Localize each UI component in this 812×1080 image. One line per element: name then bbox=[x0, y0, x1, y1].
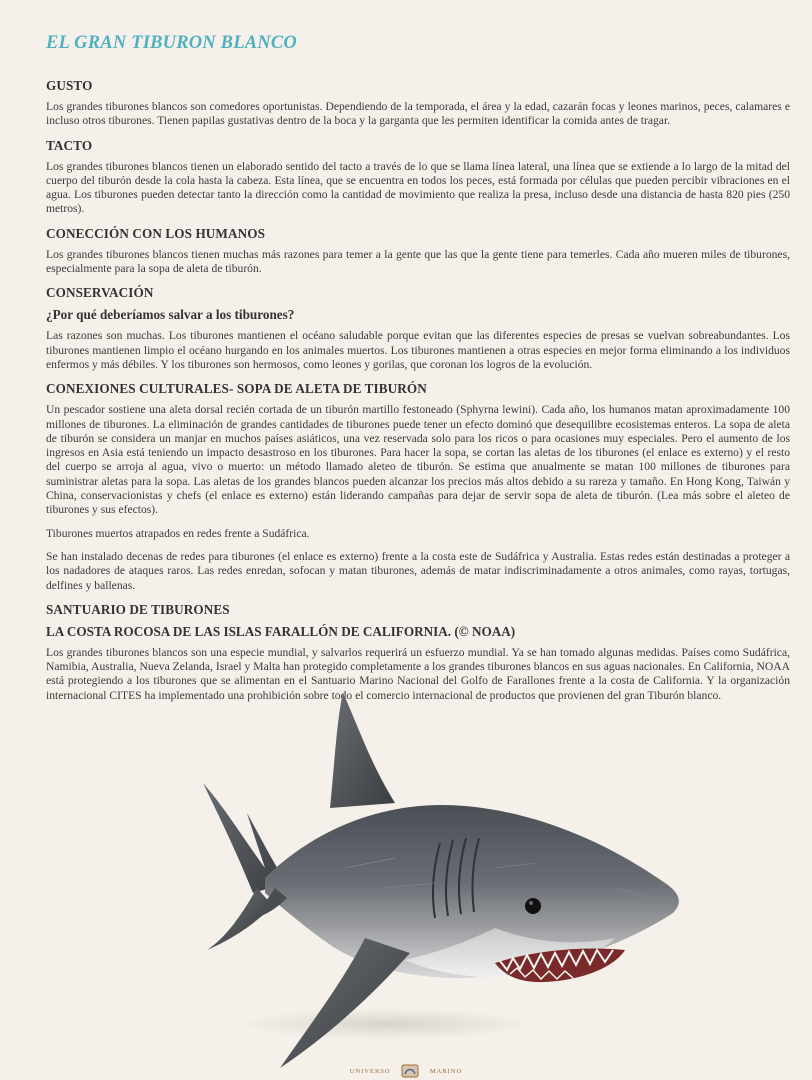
paragraph: Las razones son muchas. Los tiburones mantienen el océano saludable porque evitan que las diferentes especies de presas se vuelvan sobreabundantes. Los tiburones mantienen limpio el océano hurgando en los animales muertos. Los tiburones mantienen a otras especies en mejor forma eliminando a los individuos enfermos y más débiles. Y los tiburones son hermosos, como leones y gorilas, que coronan los logros de la evolución. bbox=[46, 329, 790, 371]
paragraph: Los grandes tiburones blancos tienen un elaborado sentido del tacto a través de lo que se llama línea lateral, una línea que se extiende a lo largo de la mitad del cuerpo del tiburón desde la cola hasta la cabeza. Esta línea, que se encuentra en todos los peces, está formada por células que pueden percibir vibraciones en el agua. Los tiburones pueden detectar tanto la dirección como la cantidad de movimiento que realiza la presa, incluso desde una distancia de hasta 820 pies (250 metros). bbox=[46, 159, 790, 216]
section-heading-santuario: SANTUARIO DE TIBURONES bbox=[46, 601, 230, 617]
footer-right-text: MARINO bbox=[429, 1067, 463, 1075]
page-title: EL GRAN TIBURON BLANCO bbox=[46, 33, 297, 53]
shark-illustration bbox=[195, 688, 695, 1073]
section-heading-humanos: CONECCIÓN CON LOS HUMANOS bbox=[46, 225, 266, 241]
pectoral-fin bbox=[280, 938, 410, 1068]
paragraph: Se han instalado decenas de redes para tiburones (el enlace es externo) frente a la costa este de Sudáfrica y Australia. Estas redes están destinadas a proteger a los nadadores de ataques raros. Las redes enredan, sofocan y matan tiburones, además de matar indiscriminadamente a otros animales, como rayas, tortugas, delfines y ballenas. bbox=[46, 549, 790, 592]
universo-marino-logo-icon bbox=[401, 1064, 419, 1078]
section-heading-conexiones: CONEXIONES CULTURALES- SOPA DE ALETA DE TIBURÓN bbox=[46, 381, 427, 397]
paragraph: Tiburones muertos atrapados en redes frente a Sudáfrica. bbox=[46, 526, 310, 540]
paragraph: Los grandes tiburones blancos son una especie mundial, y salvarlos requerirá un esfuerzo mundial. Ya se han tomado algunas medidas. Países como Sudáfrica, Namibia, Australia, Nueva Zelanda, Israel y Malta han protegido completamente a los grandes tiburones blancos en sus aguas nacionales. En California, NOAA está protegiendo a los tiburones que se alimentan en el Santuario Marino Nacional del Golfo de Farallones frente a la costa de California. Y la organización internacional CITES ha implementado una prohibición sobre todo el comercio internacional de productos que provienen del gran Tiburón blanco. bbox=[46, 645, 790, 702]
shark-eye bbox=[525, 898, 541, 914]
paragraph: Los grandes tiburones blancos tienen muchas más razones para temer a la gente que las que la gente tiene para temerles. Cada año mueren miles de tiburones, especialmente para la sopa de aleta de tiburón. bbox=[46, 247, 790, 276]
section-heading-conservacion: CONSERVACIÓN bbox=[46, 285, 154, 301]
paragraph: Un pescador sostiene una aleta dorsal recién cortada de un tiburón martillo festoneado (Sphyrna lewini). Cada año, los humanos matan aproximadamente 100 millones de tiburones. La eliminación de grandes cantidades de tiburones puede tener un efecto dominó que desequilibre ecosistemas enteros. La sopa de aleta de tiburón se considera un manjar en muchos países asiáticos, una vez reservada solo para los ricos o para ocasiones muy especiales. Pero el aumento de los ingresos en Asia está teniendo un impacto desastroso en los tiburones. Para hacer la sopa, se cortan las aletas de los tiburones (el enlace es externo) y el resto del cuerpo se arroja al agua, vivo o muerto: un método llamado aleteo de tiburón. Se estima que anualmente se matan 100 millones de tiburones para suministrar aletas para la sopa. Las aletas de los grandes blancos pueden alcanzar los precios más altos debido a su rareza y tamaño. En Hong Kong, Taiwán y China, conservacionistas y chefs (el enlace es externo) están liderando campañas para dejar de servir sopa de aleta de tiburón. (Lea más sobre el aleteo de tiburones y sus efectos). bbox=[46, 403, 790, 517]
footer-left-text: UNIVERSO bbox=[349, 1067, 391, 1075]
section-heading-gusto: GUSTO bbox=[46, 78, 93, 93]
footer bbox=[0, 1064, 812, 1080]
section-heading-tacto: TACTO bbox=[46, 137, 93, 153]
tail-lower-lobe bbox=[207, 888, 273, 950]
article-body bbox=[46, 78, 790, 712]
subheading-farallon: LA COSTA ROCOSA DE LAS ISLAS FARALLÓN DE CALIFORNIA. (© NOAA) bbox=[46, 623, 516, 639]
paragraph: Los grandes tiburones blancos son comedores oportunistas. Dependiendo de la temporada, el área y la edad, cazarán focas y leones marinos, peces, calamares e incluso otros tiburones. Tienen papilas gustativas dentro de la boca y la garganta que les permiten identificar la comida antes de tragar. bbox=[46, 100, 790, 128]
subheading-por-que: ¿Por qué deberíamos salvar a los tiburones? bbox=[46, 307, 295, 323]
dorsal-fin bbox=[330, 693, 395, 808]
